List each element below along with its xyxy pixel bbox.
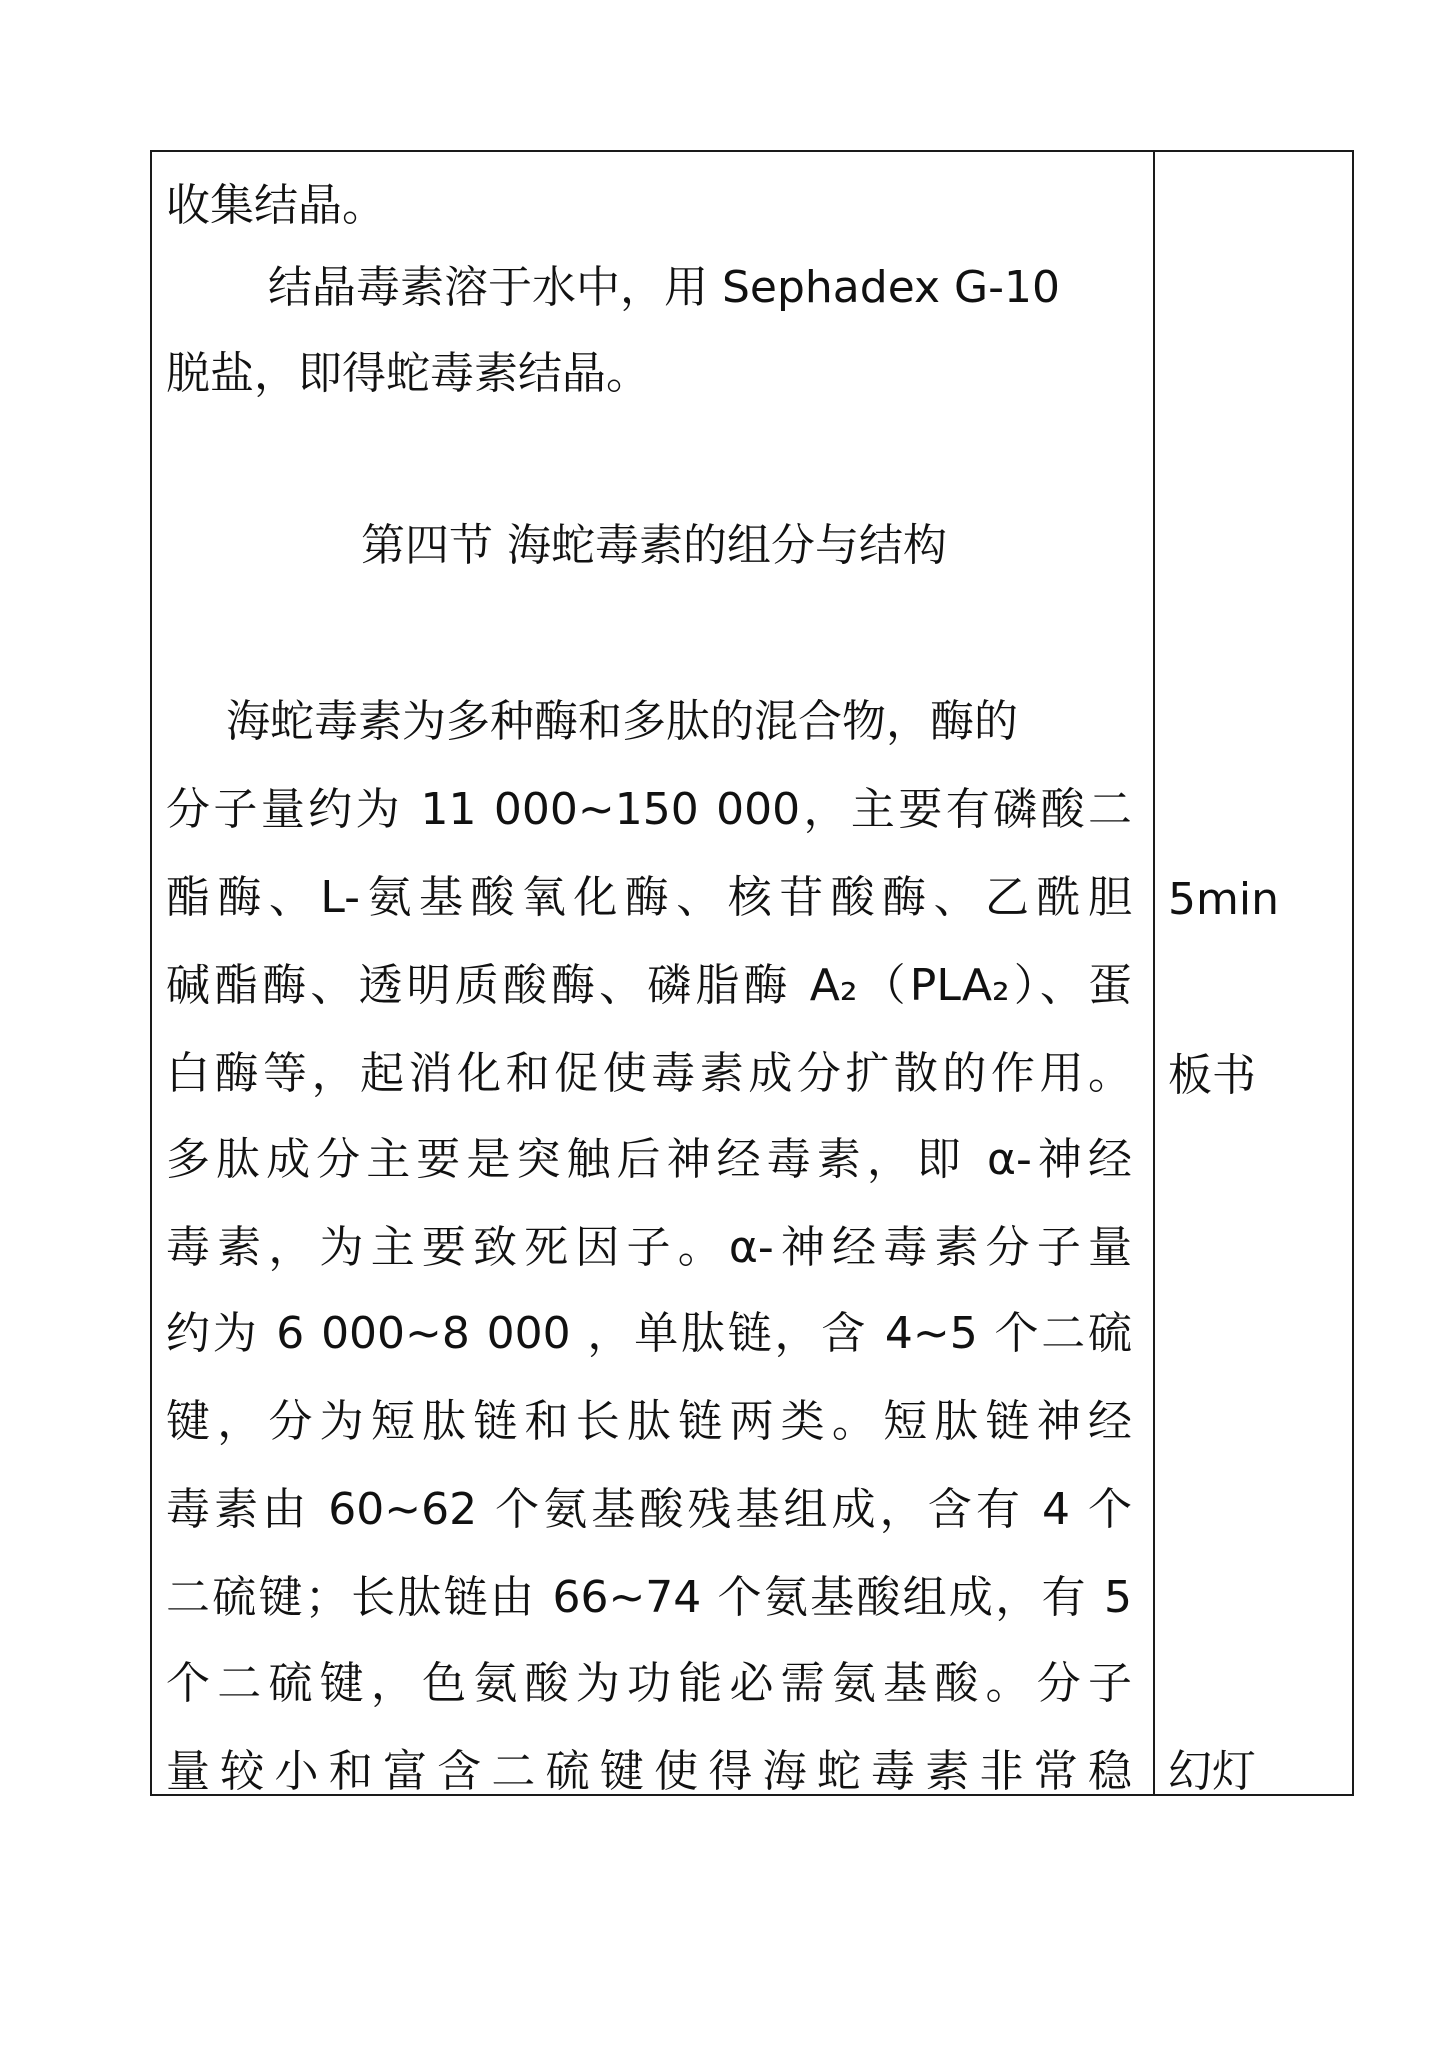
content-cell (166, 152, 1140, 1797)
column-divider (1153, 152, 1155, 1794)
paragraph-line: 约为 6 000~8 000 ，单肽链，含 4~5 个二硫 (166, 1308, 1132, 1359)
lesson-table (150, 150, 1354, 1796)
paragraph-line: 毒素，为主要致死因子。α-神经毒素分子量 (166, 1222, 1132, 1273)
paragraph-line: 碱酯酶、透明质酸酶、磷脂酶 A₂（PLA₂）、蛋 (166, 960, 1132, 1011)
paragraph-line: 海蛇毒素为多种酶和多肽的混合物，酶的 (226, 696, 1018, 747)
paragraph-line: 分子量约为 11 000~150 000，主要有磷酸二 (166, 784, 1132, 835)
paragraph-line: 个二硫键，色氨酸为功能必需氨基酸。分子 (166, 1658, 1132, 1709)
method-note-slides: 幻灯 (1168, 1746, 1256, 1797)
paragraph-line: 酯酶、L-氨基酸氧化酶、核苷酸酶、乙酰胆 (166, 872, 1132, 923)
time-note: 5min (1168, 874, 1279, 925)
paragraph-line: 多肽成分主要是突触后神经毒素，即 α-神经 (166, 1134, 1132, 1185)
paragraph-line: 二硫键；长肽链由 66~74 个氨基酸组成，有 5 (166, 1572, 1132, 1623)
text-line: 结晶毒素溶于水中，用 Sephadex G-10 (268, 262, 1060, 313)
paragraph-line: 键，分为短肽链和长肽链两类。短肽链神经 (166, 1396, 1132, 1447)
section-title: 第四节 海蛇毒素的组分与结构 (361, 520, 947, 571)
text-line: 收集结晶。 (166, 180, 386, 231)
paragraph-line: 毒素由 60~62 个氨基酸残基组成，含有 4 个 (166, 1484, 1132, 1535)
method-note-board: 板书 (1168, 1050, 1256, 1101)
paragraph-line: 白酶等，起消化和促使毒素成分扩散的作用。 (166, 1048, 1132, 1099)
text-line: 脱盐，即得蛇毒素结晶。 (166, 348, 650, 399)
paragraph-line: 量较小和富含二硫键使得海蛇毒素非常稳 (166, 1746, 1132, 1797)
